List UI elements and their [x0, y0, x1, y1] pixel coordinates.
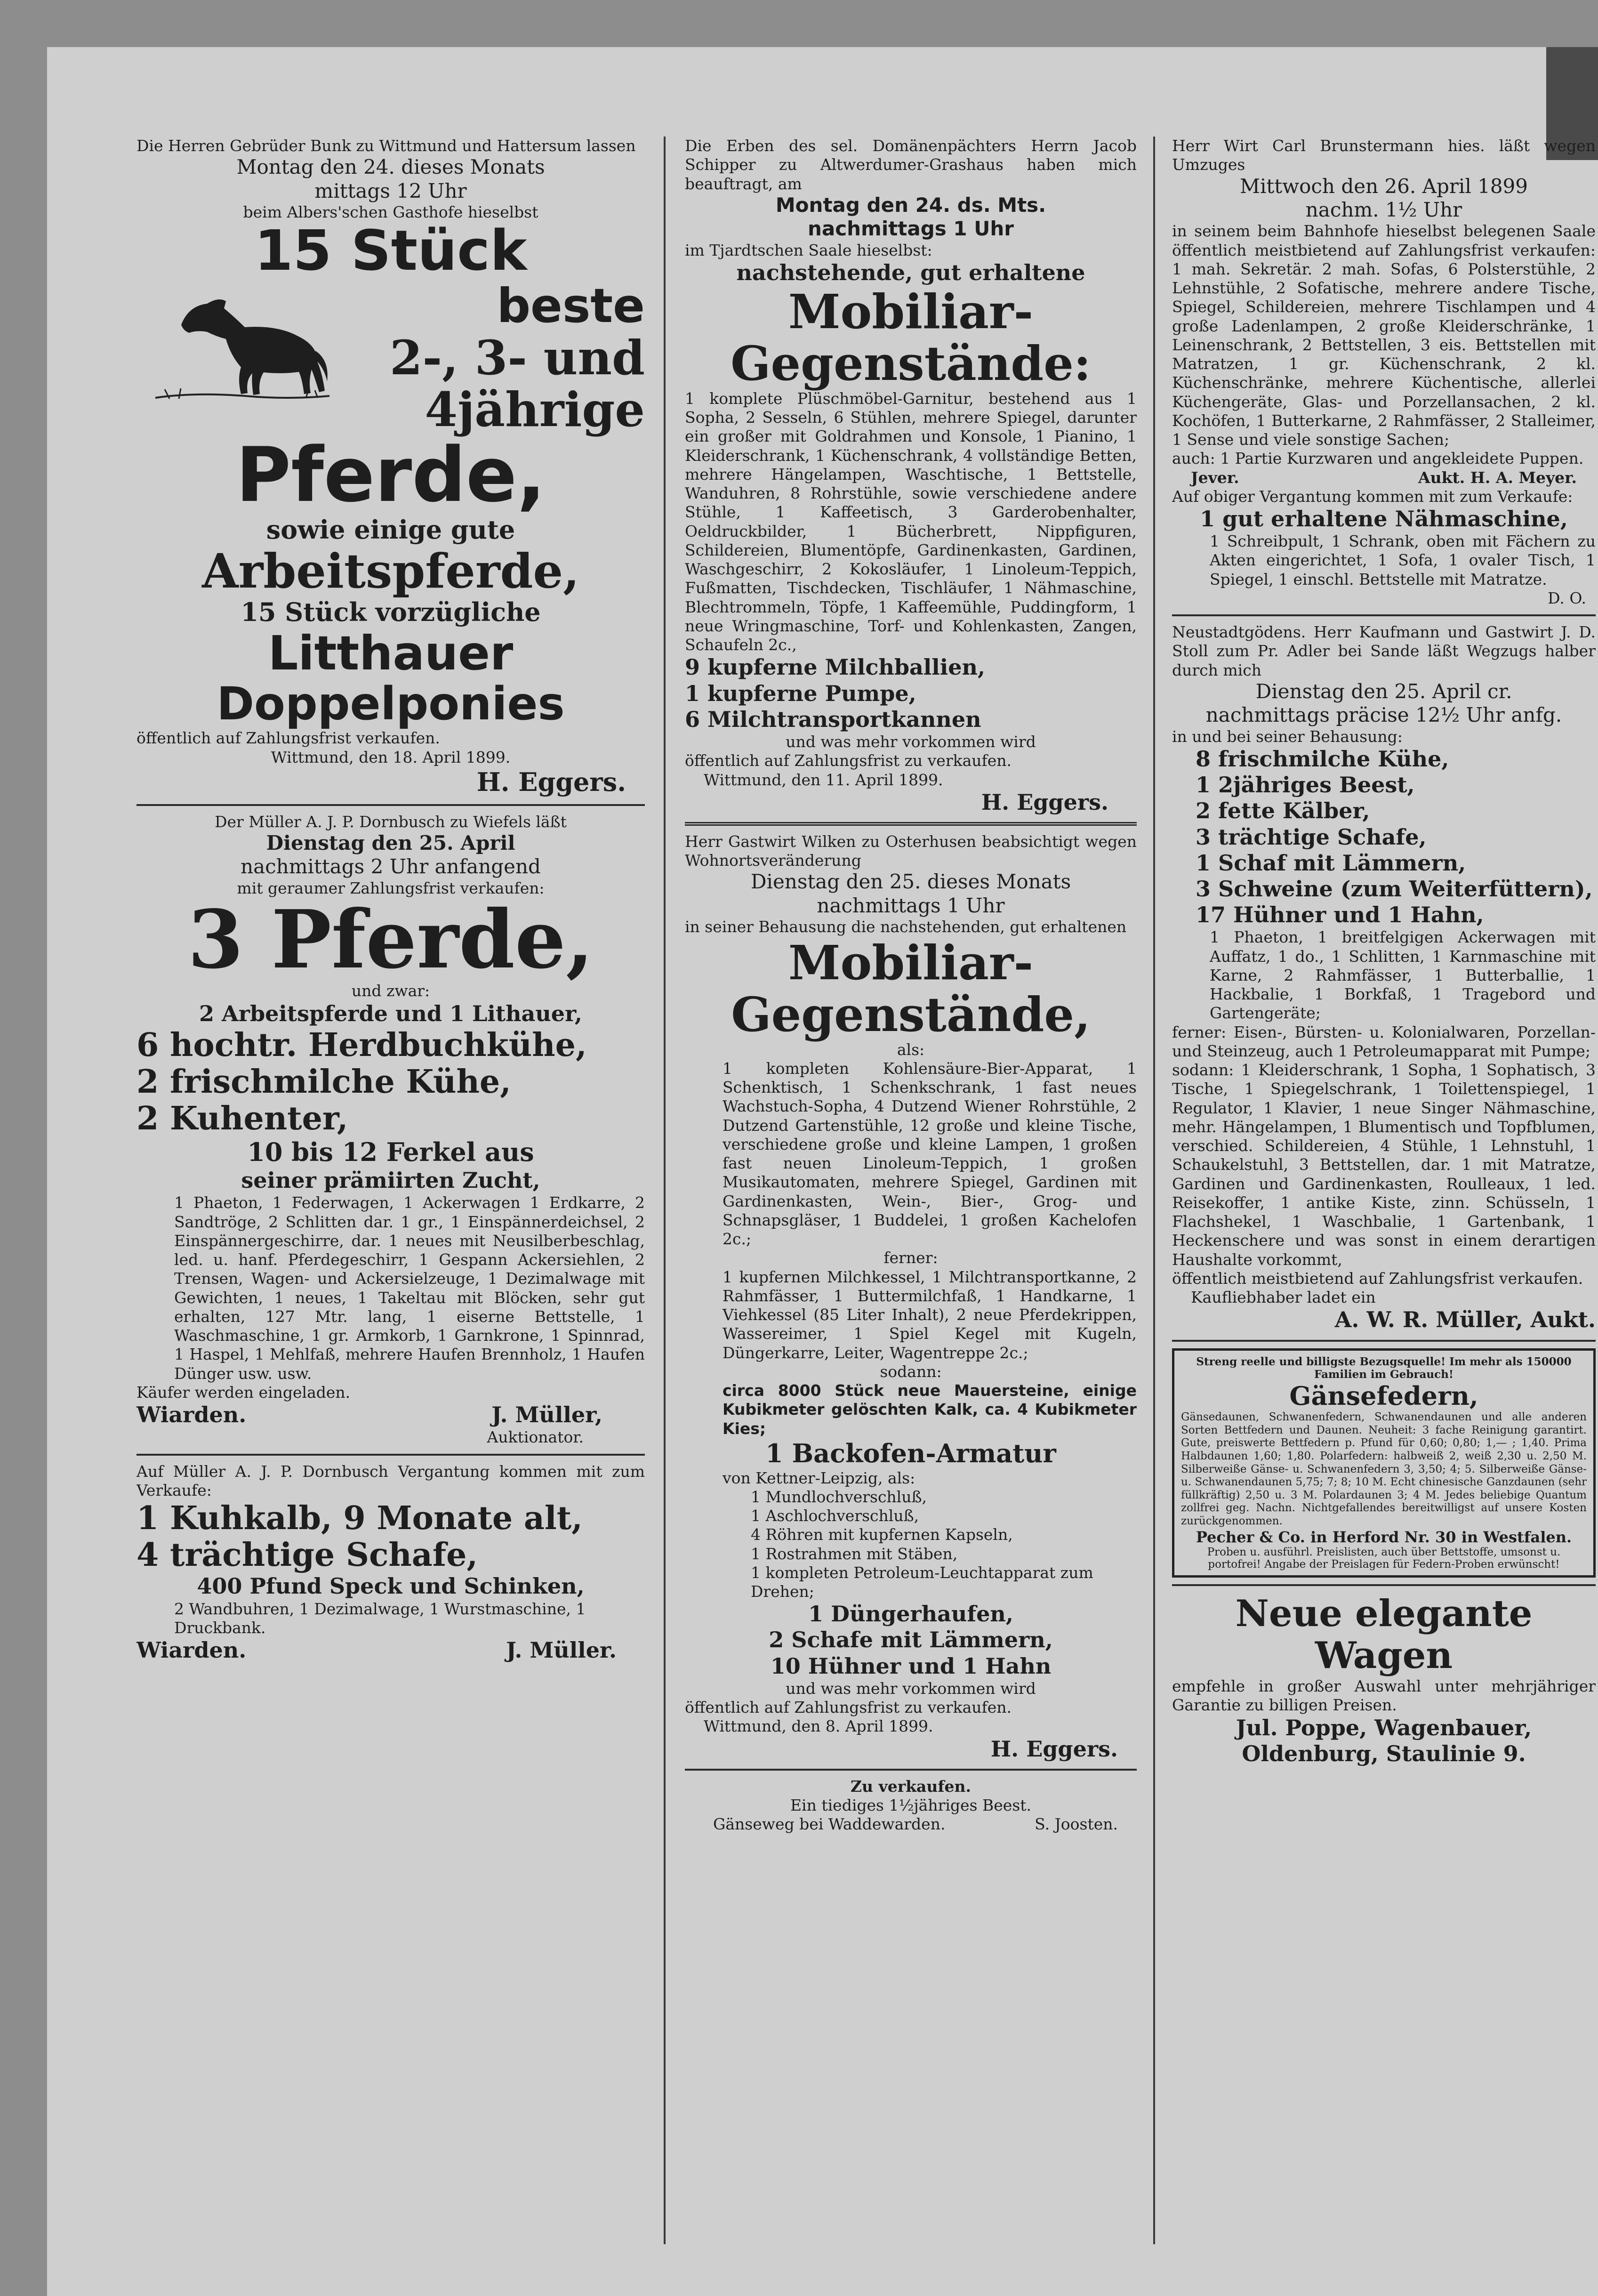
- headline: Zu verkaufen.: [850, 1777, 972, 1796]
- headline: Mobiliar-: [788, 935, 1034, 991]
- ad-place: im Tjardtschen Saale hieselbst:: [685, 241, 932, 259]
- ad-line: öffentlich auf Zahlungsfrist zu verkaufen.: [685, 1698, 1012, 1717]
- headline: 2 Kuhenter,: [137, 1100, 348, 1138]
- headline: 400 Pfund Speck und Schinken,: [197, 1573, 585, 1599]
- ad-intro: Die Herren Gebrüder Bunk zu Wittmund und Hattersum lassen: [137, 137, 636, 155]
- horse-icon: [137, 280, 339, 417]
- headline: 3 Schweine (zum Weiterfüttern),: [1196, 876, 1593, 902]
- ad-naehmaschine: [1172, 487, 1596, 608]
- ad-time: mittags 12 Uhr: [314, 179, 467, 202]
- item-list: 1 Schreibpult, 1 Schrank, oben mit Fächern zu Akten eingerichtet, 1 Sofa, 1 ovaler Tisch, 1 Spiegel, 1 einschl. Bettstelle mit Matratze.: [1210, 532, 1596, 588]
- ad-date: Dienstag den 25. April cr.: [1255, 679, 1512, 703]
- item-list: 1 Phaeton, 1 breitfelgigen Ackerwagen mit Auffatz, 1 do., 1 Schlitten, 1 Karnmaschine mit Karne, 2 Rahmfässer, 1 Butterballie, 1 Hackbalie, 1 Borkfaß, 1 Tragebord und Gartengeräte;: [1210, 928, 1596, 1023]
- horse-block: [137, 278, 645, 438]
- headline: seiner prämiirten Zucht,: [241, 1168, 540, 1193]
- headline: 8 frischmilche Kühe,: [1196, 746, 1449, 772]
- item-list: auch: 1 Partie Kurzwaren und angekleidete Puppen.: [1172, 449, 1584, 468]
- ad-line: öffentlich auf Zahlungsfrist zu verkaufen.: [685, 751, 1012, 770]
- ad-line: von Kettner-Leipzig, als:: [723, 1468, 915, 1487]
- ad-date: Montag den 24. dieses Monats: [236, 155, 545, 179]
- ad-time: nachmittags 1 Uhr: [817, 894, 1005, 917]
- signature: H. Eggers.: [990, 1736, 1118, 1762]
- headline: 15 Stück: [254, 218, 527, 283]
- list-item: 1 kompleten Petroleum-Leuchtapparat zum Drehen;: [751, 1563, 1093, 1601]
- ad-intro: Der Müller A. J. P. Dornbusch zu Wiefels läßt: [215, 812, 567, 831]
- headline: 3 trächtige Schafe,: [1196, 824, 1427, 850]
- ad-line: ferner:: [883, 1249, 938, 1267]
- ad-time: nachm. 1½ Uhr: [1305, 198, 1462, 221]
- headline: 6 Milchtransportkannen: [685, 706, 981, 732]
- item-list: circa 8000 Stück neue Mauersteine, einige Kubikmeter gelöschten Kalk, ca. 4 Kubikmeter Kies;: [723, 1381, 1137, 1438]
- divider: [685, 822, 1137, 826]
- signature: D. O.: [1548, 588, 1586, 607]
- ad-line: mit geraumer Zahlungsfrist verkaufen:: [237, 878, 545, 897]
- headline: Pferde,: [235, 431, 546, 519]
- signature-row: [685, 1815, 1137, 1834]
- ad-body: Gänsedaunen, Schwanenfedern, Schwanendaunen und alle anderen Sorten Bettfedern und Daunen. Neuheit: 3 fache Reinigung garantirt. Gute, preiswerte Bettfedern p. Pfund für 0,60; 0,80; 1,— ; 1,40. Prima Halbdaunen 1,60; 1,80. Polarfedern: halbweiß 2, weiß 2,30 u. 2,50 M. Silberweiße Gänse- u. Schwanenfedern 3, 3,50; 4; 5. Silberweiße Gänse- u. Schwanendaunen 5,75; 7; 8; 10 M. Echt chinesische Ganzdaunen (sehr füllkräftig) 2,50 u. 3 M. Polardaunen 3; 4 M. Jedes beliebige Quantum zollfrei geg. Nachn. Nichtgefallendes bereitwilligst auf unsere Kosten zurückgenommen.: [1181, 1411, 1587, 1528]
- place: Wiarden.: [137, 1402, 247, 1428]
- ad-schipper: [685, 137, 1137, 815]
- headline: Gänsefedern,: [1289, 1380, 1478, 1411]
- horse-text: [339, 278, 645, 438]
- item-list: 1 kupfernen Milchkessel, 1 Milchtransportkanne, 2 Rahmfässer, 1 Buttermilchfaß, 1 Handkarne, 1 Viehkessel (85 Liter Inhalt), 2 neue Pferdekrippen, Wassereimer, 1 Spiel Kegel mit Kugeln, Düngerkarre, Leiter, Wagentreppe 2c.;: [723, 1267, 1137, 1362]
- ad-top: Streng reelle und billigste Bezugsquelle! Im mehr als 150000 Familien im Gebrauch!: [1196, 1355, 1572, 1381]
- list-item: 4 Röhren mit kupfernen Kapseln,: [751, 1525, 1013, 1544]
- ad-dornbusch-extra: [137, 1462, 645, 1664]
- headline: 10 Hühner und 1 Hahn: [770, 1653, 1052, 1679]
- ad-line: sowie einige gute: [266, 515, 515, 545]
- column-middle: [685, 137, 1137, 2244]
- ad-line: sodann:: [880, 1362, 942, 1381]
- ad-line: und was mehr vorkommen wird: [786, 1679, 1036, 1698]
- item-list: 2 Wandbuhren, 1 Dezimalwage, 1 Wurstmaschine, 1 Druckbank.: [174, 1599, 586, 1637]
- headline: 2-, 3- und: [390, 330, 645, 386]
- item-list: 1 komplete Plüschmöbel-Garnitur, bestehend aus 1 Sopha, 2 Sesseln, 6 Stühlen, mehrere Spiegel, darunter ein großer mit Goldrahmen und Konsole, 1 Pianino, 1 Kleiderschrank, 1 Küchenschrank, 4 vollständige Betten, mehrere Hängelampen, Waschtische, 1 Bettstelle, Wanduhren, 8 Rohrstühle, sowie verschiedene andere Stühle, 1 Kaffeetisch, 3 Garderobenhalter, Oeldruckbilder, 1 Bücherbrett, Nippfiguren, Schildereien, Blumentöpfe, Gardinenkasten, Gardinen, Waschgeschirr, 2 Kokosläufer, 1 Linoleum-Teppich, Fußmatten, Tischdecken, Tischläufer, 1 Nähmaschine, Blechtrommeln, Töpfe, 1 Kaffeemühle, Puddingform, 1 neue Wringmaschine, Torf- und Kohlenkasten, Zangen, Schaufeln 2c.,: [685, 389, 1137, 654]
- ad-line: öffentlich auf Zahlungsfrist verkaufen.: [137, 729, 440, 748]
- ad-line: öffentlich meistbietend auf Zahlungsfrist verkaufen.: [1172, 1269, 1583, 1288]
- headline: 6 hochtr. Herdbuchkühe,: [137, 1026, 587, 1064]
- divider: [1172, 1340, 1596, 1342]
- signature: Jul. Poppe, Wagenbauer,: [1236, 1715, 1532, 1740]
- ad-line: Ein tiediges 1½jähriges Beest.: [790, 1796, 1032, 1815]
- ad-brunstermann: [1172, 137, 1596, 487]
- ad-line: Wittmund, den 18. April 1899.: [271, 748, 511, 766]
- headline: 1 gut erhaltene Nähmaschine,: [1200, 506, 1568, 532]
- headline: 2 Schafe mit Lämmern,: [769, 1627, 1053, 1653]
- ad-time: nachmittags 1 Uhr: [808, 217, 1014, 241]
- ad-place: beim Albers'schen Gasthofe hieselbst: [243, 203, 538, 222]
- signature-row: [1172, 468, 1596, 487]
- list-item: 1 Mundlochverschluß,: [751, 1487, 927, 1506]
- column-rule: [1153, 137, 1155, 2244]
- ad-time: nachmittags 2 Uhr anfangend: [241, 855, 541, 878]
- signature: J. Müller.: [506, 1637, 617, 1663]
- ad-line: und was mehr vorkommen wird: [786, 733, 1036, 751]
- ad-dornbusch: [137, 813, 645, 1447]
- ad-line: Kaufliebhaber ladet ein: [1191, 1288, 1376, 1307]
- place: Jever.: [1191, 468, 1239, 487]
- headline: Doppelponies: [217, 677, 565, 730]
- ad-date: Mittwoch den 26. April 1899: [1239, 174, 1528, 198]
- ad-intro: Neustadtgödens. Herr Kaufmann und Gastwirt J. D. Stoll zum Pr. Adler bei Sande läßt Wegzugs halber durch mich: [1172, 623, 1596, 679]
- place: Wiarden.: [137, 1637, 247, 1663]
- place: Gänseweg bei Waddewarden.: [713, 1815, 946, 1834]
- ad-joosten: [685, 1777, 1137, 1834]
- ad-date: Dienstag den 25. dieses Monats: [750, 870, 1071, 894]
- item-list: 1 Phaeton, 1 Federwagen, 1 Ackerwagen 1 Erdkarre, 2 Sandtröge, 2 Schlitten dar. 1 gr., 1 Einspännerdeichsel, 2 Einspännergeschirre, dar. 1 neues mit Neusilberbeschlag, led. u. hanf. Pferdegeschirr, 1 Gespann Ackersiehlen, 2 Trensen, Wagen- und Ackersielzeuge, 1 Dezimalwage mit Gewichten, 1 neues, 1 Takeltau mit Blöcken, sehr gut erhalten, 127 Mtr. lang, 1 eiserne Bettstelle, 1 Waschmaschine, 1 gr. Armkorb, 1 Garnkrone, 1 Spinnrad, 1 Haspel, 1 Mehlfaß, mehrere Haufen Brennholz, 1 Haufen Dünger usw. usw.: [174, 1193, 645, 1383]
- headline: 10 bis 12 Ferkel aus: [247, 1137, 534, 1168]
- ad-line: Wittmund, den 8. April 1899.: [704, 1717, 933, 1736]
- sub-list: [685, 1488, 1137, 1602]
- ad-line: nachstehende, gut erhaltene: [736, 259, 1085, 285]
- signature: J. Müller,: [491, 1402, 602, 1428]
- ad-place: in und bei seiner Behausung:: [1172, 727, 1403, 746]
- headline: 9 kupferne Milchballien,: [685, 654, 985, 680]
- ad-firm: Pecher & Co. in Herford Nr. 30 in Westfalen.: [1196, 1528, 1572, 1546]
- list-item: 1 Rostrahmen mit Stäben,: [751, 1544, 958, 1563]
- signature: S. Joosten.: [1035, 1815, 1118, 1834]
- column-rule: [664, 137, 666, 2244]
- headline: 2 frischmilche Kühe,: [137, 1063, 511, 1101]
- ad-intro: Auf Müller A. J. P. Dornbusch Vergantung kommen mit zum Verkaufe:: [137, 1462, 645, 1499]
- signature-row: [137, 1637, 645, 1663]
- item-list: 1 kompleten Kohlensäure-Bier-Apparat, 1 Schenktisch, 1 Schenkschrank, 1 fast neues Wachstuch-Sopha, 4 Dutzend Wiener Rohrstühle, 2 Dutzend Gartenstühle, 12 große und kleine Tische, verschiedene große und kleine Lampen, 1 großen fast neuen Linoleum-Teppich, 1 großen Musikautomaten, mehrere Spiegel, Gardinen mit Gardinenkasten, Wein-, Bier-, Grog- und Schnapsgläser, 1 Buddelei, 1 großen Kachelofen 2c.;: [723, 1059, 1137, 1248]
- headline: 17 Hühner und 1 Hahn,: [1196, 902, 1484, 928]
- headline: Gegenstände,: [731, 986, 1091, 1042]
- ad-intro: Die Erben des sel. Domänenpächters Herrn Jacob Schipper zu Altwerdumer-Grashaus haben mich beauftragt, am: [685, 137, 1137, 193]
- ad-intro: Herr Wirt Carl Brunstermann hies. läßt wegen Umzuges: [1172, 137, 1596, 174]
- divider: [137, 804, 645, 806]
- ad-date: Montag den 24. ds. Mts.: [775, 193, 1046, 217]
- headline: 1 kupferne Pumpe,: [685, 680, 916, 706]
- headline: beste: [497, 278, 645, 334]
- ad-line: Wittmund, den 11. April 1899.: [704, 770, 943, 789]
- signature-row: [137, 1402, 645, 1428]
- item-list: ferner: Eisen-, Bürsten- u. Kolonialwaren, Porzellan- und Steinzeug, auch 1 Petroleumapparat mit Pumpe;: [1172, 1023, 1596, 1060]
- headline: Litthauer: [268, 625, 514, 681]
- headline: 1 2jähriges Beest,: [1196, 772, 1415, 798]
- signature: A. W. R. Müller, Aukt.: [1334, 1307, 1596, 1333]
- headline: Neue elegante Wagen: [1235, 1592, 1533, 1677]
- headline-list: [1172, 746, 1596, 928]
- headline: 1 Backofen-Armatur: [765, 1438, 1056, 1468]
- ad-time: nachmittags präcise 12½ Uhr anfg.: [1205, 703, 1562, 727]
- divider: [1172, 1584, 1596, 1586]
- item-list: in seinem beim Bahnhofe hieselbst belegenen Saale öffentlich meistbietend auf Zahlungsfrist verkaufen: 1 mah. Sekretär. 2 mah. Sofas, 6 Polsterstühle, 2 Lehnstühle, 2 Sofatische, mehrere andere Tische, Spiegel, Schildereien, mehrere Tischlampen und 4 große Ladenlampen, 2 große Kleiderschränke, 1 Leinenschrank, 2 Bettstellen, 3 eis. Bettstellen mit Matratzen, 1 gr. Küchenschrank, 2 kl. Küchenschränke, mehrere Küchentische, allerlei Küchengeräte, Glas- und Porzellansachen, 2 kl. Kochöfen, 1 Butterkarne, 2 Rahmfässer, 2 Stalleimer, 1 Sense und viele sonstige Sachen;: [1172, 222, 1596, 449]
- headline: 1 Düngerhaufen,: [808, 1601, 1013, 1627]
- ad-poppe: [1172, 1593, 1596, 1767]
- address: Oldenburg, Staulinie 9.: [1242, 1740, 1526, 1766]
- ad-intro: Auf obiger Vergantung kommen mit zum Verkaufe:: [1172, 487, 1573, 506]
- ad-line: empfehle in großer Auswahl unter mehrjähriger Garantie zu billigen Preisen.: [1172, 1677, 1596, 1715]
- headline: Arbeitspferde,: [202, 543, 579, 599]
- signature: H. Eggers.: [981, 789, 1108, 815]
- signature-role: Auktionator.: [487, 1428, 584, 1447]
- headline: Gegenstände:: [731, 335, 1091, 391]
- ad-wilken: [685, 832, 1137, 1762]
- headline: 4 trächtige Schafe,: [137, 1536, 478, 1574]
- headline: 3 Pferde,: [187, 892, 594, 987]
- ad-line: Käufer werden eingeladen.: [137, 1383, 351, 1402]
- item-list: sodann: 1 Kleiderschrank, 1 Sopha, 1 Sophatisch, 3 Tische, 1 Spiegelschrank, 1 Toilettenspiegel, 1 Regulator, 1 Klavier, 1 neue Singer Nähmaschine, mehr. Hängelampen, 1 Blumentisch und Topfblumen, verschied. Schildereien, 4 Stühle, 1 Lehnstuhl, 1 Schaukelstuhl, 3 Bettstellen, dar. 1 mit Matratze, Gardinen und Gardinenkasten, Roulleaux, 1 led. Reisekoffer, 1 antike Kiste, zinn. Schüsseln, 1 Flachshekel, 1 Waschbalie, 1 Gartenbank, 1 Heckenschere und was sonst in einem derartigen Haushalte vorkommt,: [1172, 1061, 1596, 1269]
- ad-foot: Proben u. ausführl. Preislisten, auch über Bettstoffe, umsonst u. portofrei! Angabe der Preislagen für Federn-Proben erwünscht!: [1207, 1546, 1561, 1571]
- ad-date: Dienstag den 25. April: [266, 831, 515, 854]
- divider: [137, 1454, 645, 1456]
- ad-line: 2 Arbeitspferde und 1 Lithauer,: [199, 1000, 582, 1026]
- headline: 1 Schaf mit Lämmern,: [1196, 850, 1466, 876]
- ad-intro: Herr Gastwirt Wilken zu Osterhusen beabsichtigt wegen Wohnortsveränderung: [685, 832, 1137, 870]
- list-item: 1 Aschlochverschluß,: [751, 1506, 919, 1525]
- divider: [685, 1769, 1137, 1771]
- column-left: [137, 137, 645, 2244]
- ad-line: 15 Stück vorzügliche: [241, 596, 541, 627]
- newspaper-page: [47, 47, 1598, 2296]
- headline: 1 Kuhkalb, 9 Monate alt,: [137, 1499, 583, 1538]
- ad-line: als:: [897, 1040, 925, 1059]
- column-right: [1172, 137, 1596, 2244]
- headline: 2 fette Kälber,: [1196, 798, 1370, 824]
- headline: Mobiliar-: [788, 283, 1034, 339]
- divider: [1172, 614, 1596, 616]
- signature: Aukt. H. A. Meyer.: [1418, 468, 1577, 487]
- ad-horses-bunk: [137, 137, 645, 798]
- signature: H. Eggers.: [476, 766, 626, 797]
- headline: 4jährige: [425, 382, 645, 438]
- ad-place: in seiner Behausung die nachstehenden, gut erhaltenen: [685, 918, 1127, 936]
- ad-gaensefedern: [1172, 1348, 1596, 1578]
- ad-stoll: [1172, 623, 1596, 1333]
- ad-line: und zwar:: [351, 982, 430, 1000]
